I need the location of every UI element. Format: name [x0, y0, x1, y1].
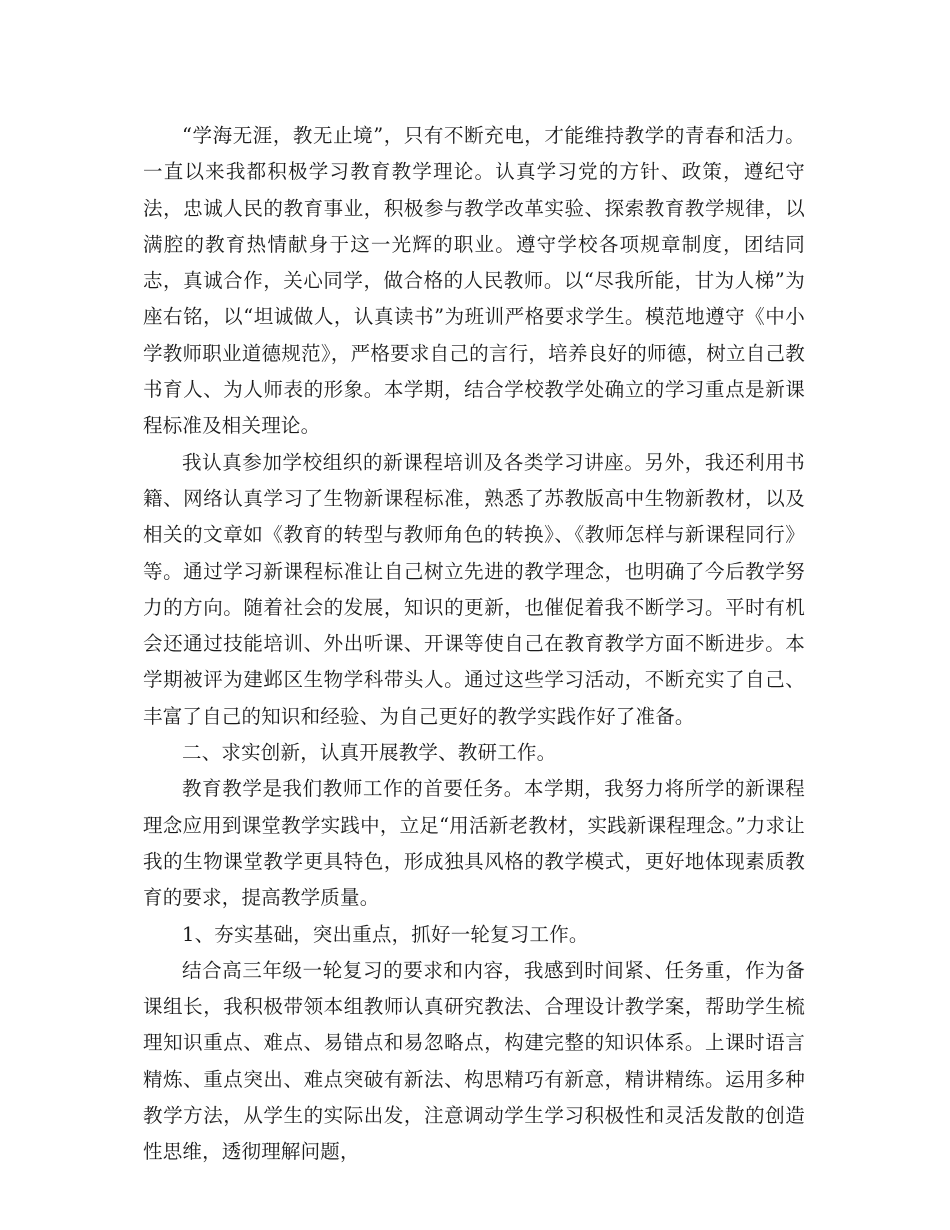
- paragraph-teaching-task: 教育教学是我们教师工作的首要任务。本学期，我努力将所学的新课程理念应用到课堂教学实践中，立足“用活新老教材，实践新课程理念。”力求让我的生物课堂教学更具特色，形成独具风格的教学模式，更好地体现素质教育的要求，提高教学质量。: [143, 777, 805, 910]
- paragraph-new-curriculum-training: 我认真参加学校组织的新课程培训及各类学习讲座。另外，我还利用书籍、网络认真学习了生物新课程标准，熟悉了苏教版高中生物新教材，以及相关的文章如《教育的转型与教师角色的转换》、《教师怎样与新课程同行》等。通过学习新课程标准让自己树立先进的教学理念，也明确了今后教学努力的方向。随着社会的发展，知识的更新，也催促着我不断学习。平时有机会还通过技能培训、外出听课、开课等使自己在教育教学方面不断进步。本学期被评为建邺区生物学科带头人。通过这些学习活动，不断充实了自己、丰富了自己的知识和经验、为自己更好的教学实践作好了准备。: [143, 450, 805, 728]
- subheading-first-round-review: 1、夯实基础，突出重点，抓好一轮复习工作。: [182, 922, 589, 946]
- paragraph-review-work: 结合高三年级一轮复习的要求和内容，我感到时间紧、任务重，作为备课组长，我积极带领本组教师认真研究教法、合理设计教学案，帮助学生梳理知识重点、难点、易错点和易忽略点，构建完整的知识体系。上课时语言精炼、重点突出、难点突破有新法、构思精巧有新意，精讲精练。运用多种教学方法，从学生的实际出发，注意调动学生学习积极性和灵活发散的创造性思维，透彻理解问题，: [143, 958, 805, 1164]
- paragraph-learning-theory: “学海无涯，教无止境”，只有不断充电，才能维持教学的青春和活力。一直以来我都积极学习教育教学理论。认真学习党的方针、政策，遵纪守法，忠诚人民的教育事业，积极参与教学改革实验、探索教育教学规律，以满腔的教育热情献身于这一光辉的职业。遵守学校各项规章制度，团结同志，真诚合作，关心同学，做合格的人民教师。以“尽我所能，甘为人梯”为座右铭，以“坦诚做人，认真读书”为班训严格要求学生。模范地遵守《中小学教师职业道德规范》，严格要求自己的言行，培养良好的师德，树立自己教书育人、为人师表的形象。本学期，结合学校教学处确立的学习重点是新课程标准及相关理论。: [143, 124, 805, 438]
- section-heading-teaching-research: 二、求实创新，认真开展教学、教研工作。: [182, 741, 557, 765]
- body-text: [143, 118, 805, 1171]
